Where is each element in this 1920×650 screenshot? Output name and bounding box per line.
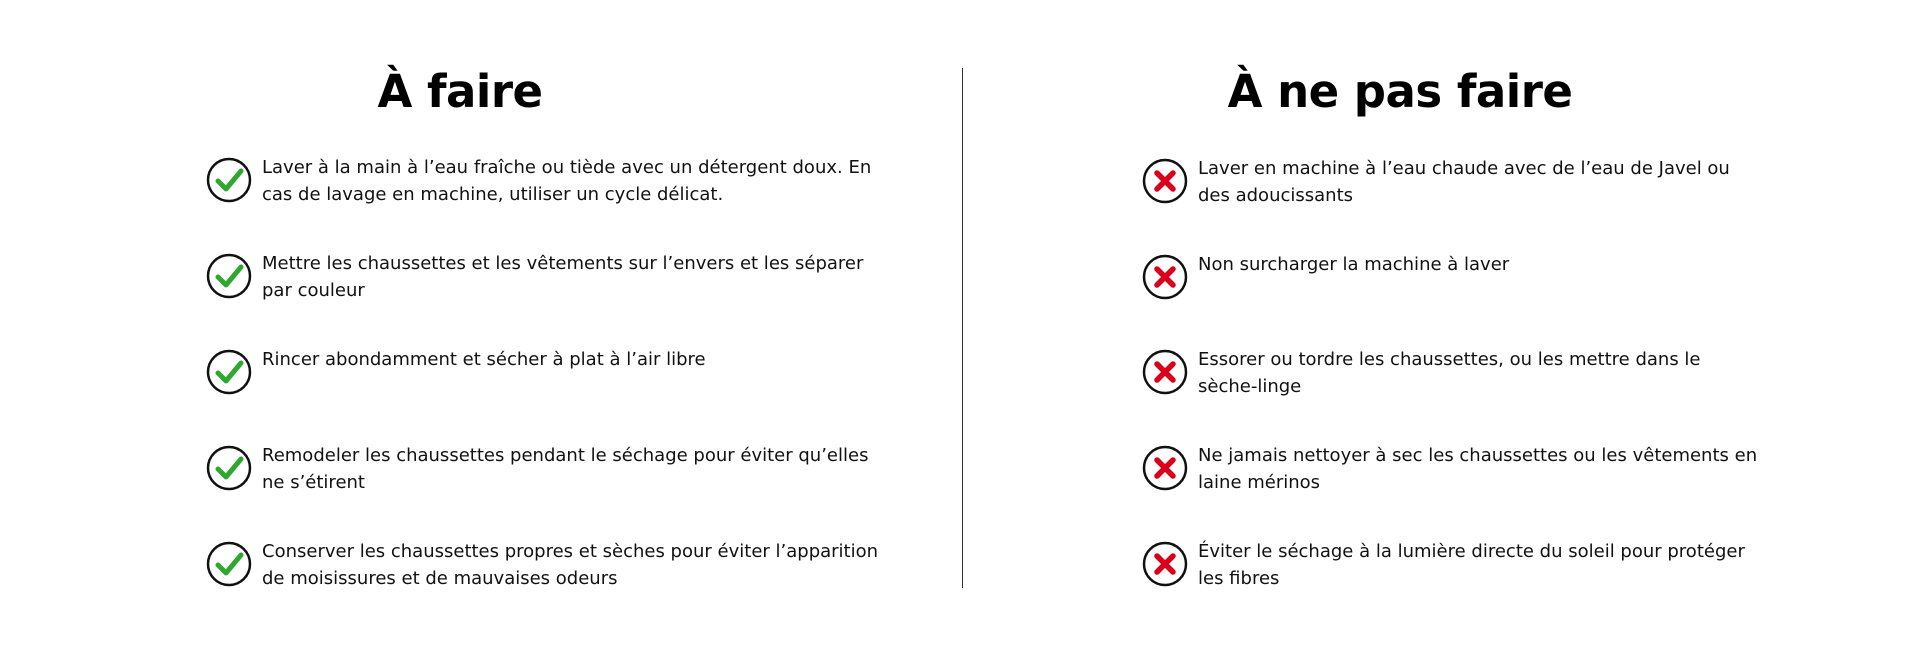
dont-item-text: Non surcharger la machine à laver: [1198, 254, 1510, 275]
cross-circle-icon: [1142, 158, 1188, 204]
do-item-text: Rincer abondamment et sécher à plat à l’air libre: [262, 349, 706, 370]
do-item-text: Laver à la main à l’eau fraîche ou tiède avec un détergent doux. En cas de lavage en machine, utiliser un cycle délicat.: [262, 157, 872, 205]
do-list-item: [206, 538, 886, 592]
dont-item-text: Laver en machine à l’eau chaude avec de l’eau de Javel ou des adoucissants: [1198, 158, 1730, 206]
cross-circle-icon: [1142, 349, 1188, 395]
do-list-item: [206, 154, 886, 208]
check-circle-icon: [206, 349, 252, 395]
do-item-text: Mettre les chaussettes et les vêtements sur l’envers et les séparer par couleur: [262, 253, 864, 301]
dont-list-item: [1142, 442, 1762, 496]
check-circle-icon: [206, 445, 252, 491]
check-circle-icon: [206, 157, 252, 203]
dont-list-item: [1142, 346, 1762, 400]
dont-list-item: [1142, 251, 1762, 300]
dont-item-text: Éviter le séchage à la lumière directe du soleil pour protéger les fibres: [1198, 541, 1745, 589]
cross-circle-icon: [1142, 541, 1188, 587]
dont-item-text: Essorer ou tordre les chaussettes, ou les mettre dans le sèche-linge: [1198, 349, 1701, 397]
do-item-text: Remodeler les chaussettes pendant le séchage pour éviter qu’elles ne s’étirent: [262, 445, 869, 493]
do-list-item: [206, 250, 886, 304]
dont-list-item: [1142, 155, 1762, 209]
column-divider: [962, 68, 963, 588]
do-item-text: Conserver les chaussettes propres et sèches pour éviter l’apparition de moisissures et de mauvaises odeurs: [262, 541, 879, 589]
cross-circle-icon: [1142, 254, 1188, 300]
dont-item-text: Ne jamais nettoyer à sec les chaussettes ou les vêtements en laine mérinos: [1198, 445, 1758, 493]
check-circle-icon: [206, 253, 252, 299]
do-list-item: [206, 346, 886, 395]
cross-circle-icon: [1142, 445, 1188, 491]
dont-list-item: [1142, 538, 1762, 592]
do-list-item: [206, 442, 886, 496]
dont-column-title: À ne pas faire: [1227, 65, 1573, 118]
check-circle-icon: [206, 541, 252, 587]
do-column-title: À faire: [377, 65, 543, 118]
